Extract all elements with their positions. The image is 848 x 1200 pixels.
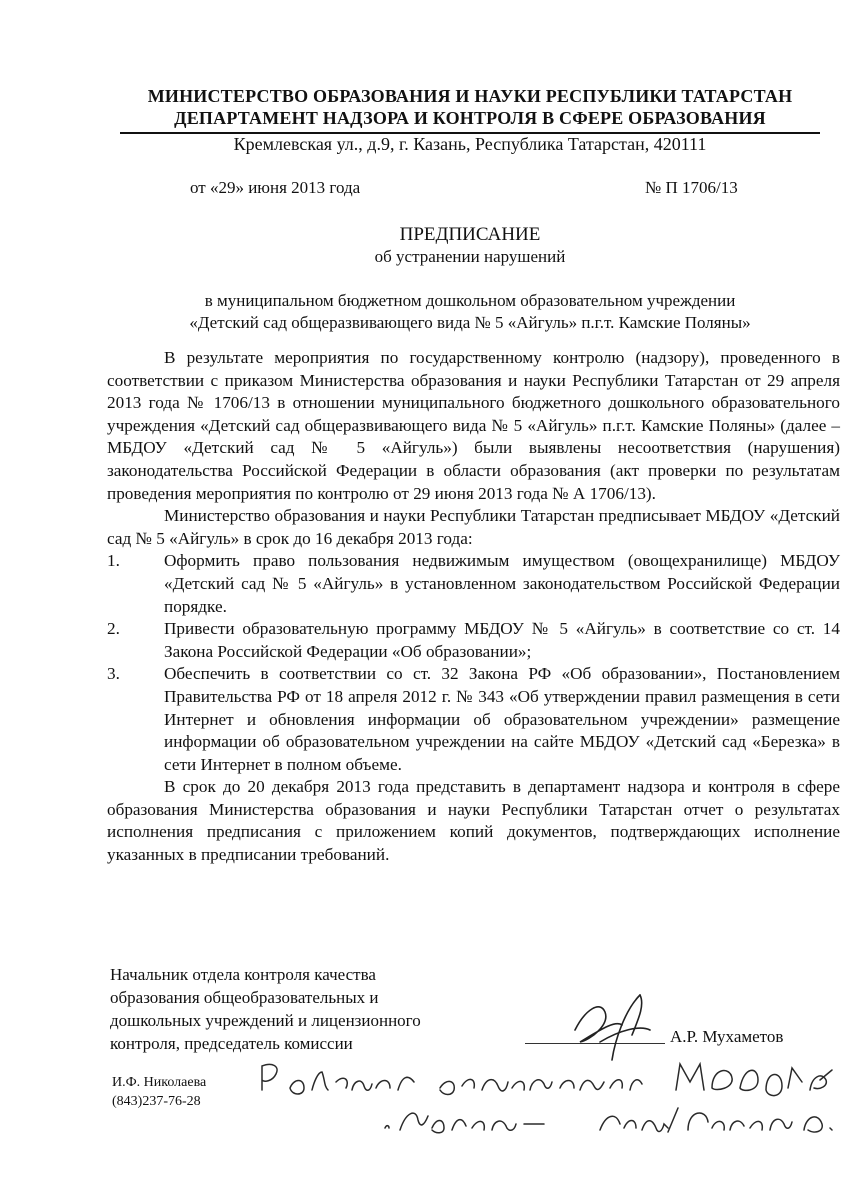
list-item-number: 2. [107,619,120,639]
handwritten-signature [575,995,650,1060]
document-subtitle: об устранении нарушений [374,247,566,266]
paragraph-prescription: Министерство образования и науки Республики Татарстан предписывает МБДОУ «Детский сад № 5 «Айгуль» в срок до 16 декабря 2013 года: [107,506,840,548]
list-item-number: 3. [107,664,120,684]
signatory-position-line: контроля, председатель комиссии [110,1034,353,1053]
signatory-position-line: Начальник отдела контроля качества [110,965,376,984]
signatory-name: А.Р. Мухаметов [670,1027,784,1046]
handwritten-note [262,1064,832,1133]
executor-name: И.Ф. Николаева [112,1075,207,1090]
paragraph-findings: В результате мероприятия по государственному контролю (надзору), проведенного в соответствии с приказом Министерства образования и науки Республики Татарстан от 29 апреля 2013 года № 1706/13 в отношении муниципального бюджетного дошкольного образовательного учреждения «Детский сад общеразвивающего вида № 5 «Айгуль» п.г.т. Камские Поляны» (далее – МБДОУ «Детский сад № 5 «Айгуль») были выявлены несоответствия (нарушения) законодательства Российской Федерации в области образования (акт проверки по результатам проведения мероприятия по контролю от 29 июня 2013 года № А 1706/13). [107,348,840,503]
signatory-position-line: образования общеобразовательных и [110,988,379,1007]
signatory-position-line: дошкольных учреждений и лицензионного [110,1011,421,1030]
ministry-name: МИНИСТЕРСТВО ОБРАЗОВАНИЯ И НАУКИ РЕСПУБЛИКИ ТАТАРСТАН [147,86,793,106]
document-number: № П 1706/13 [645,178,738,197]
list-item-text: Оформить право пользования недвижимым имуществом (овощехранилище) МБДОУ «Детский сад № 5 «Айгуль» в установленном законодательством Российской Федерации порядке. [164,551,840,616]
document-title: ПРЕДПИСАНИЕ [399,224,541,245]
paragraph-deadline: В срок до 20 декабря 2013 года представить в департамент надзора и контроля в сфере образования Министерства образования и науки Республики Татарстан отчет о результатах исполнения предписания с приложением копий документов, подтверждающих исполнение указанных в предписании требований. [107,777,840,865]
list-item-number: 1. [107,551,120,571]
document-date: от «29» июня 2013 года [190,178,361,197]
list-item-text: Привести образовательную программу МБДОУ № 5 «Айгуль» в соответствие со ст. 14 Закона Российской Федерации «Об образовании»; [164,619,840,661]
institution-line-1: в муниципальном бюджетном дошкольном образовательном учреждении [204,291,736,310]
executor-phone: (843)237-76-28 [112,1094,201,1109]
department-name: ДЕПАРТАМЕНТ НАДЗОРА И КОНТРОЛЯ В СФЕРЕ ОБРАЗОВАНИЯ [174,108,766,128]
institution-line-2: «Детский сад общеразвивающего вида № 5 «Айгуль» п.г.т. Камские Поляны» [189,313,751,332]
address: Кремлевская ул., д.9, г. Казань, Республика Татарстан, 420111 [233,134,707,154]
list-item-text: Обеспечить в соответствии со ст. 32 Закона РФ «Об образовании», Постановлением Правительства РФ от 18 апреля 2012 г. № 343 «Об утверждении правил размещения в сети Интернет и обновления информации об образовательном учреждении» размещение информации об образовательном учреждении на сайте МБДОУ «Детский сад «Березка» в сети Интернет в полном объеме. [164,664,840,774]
